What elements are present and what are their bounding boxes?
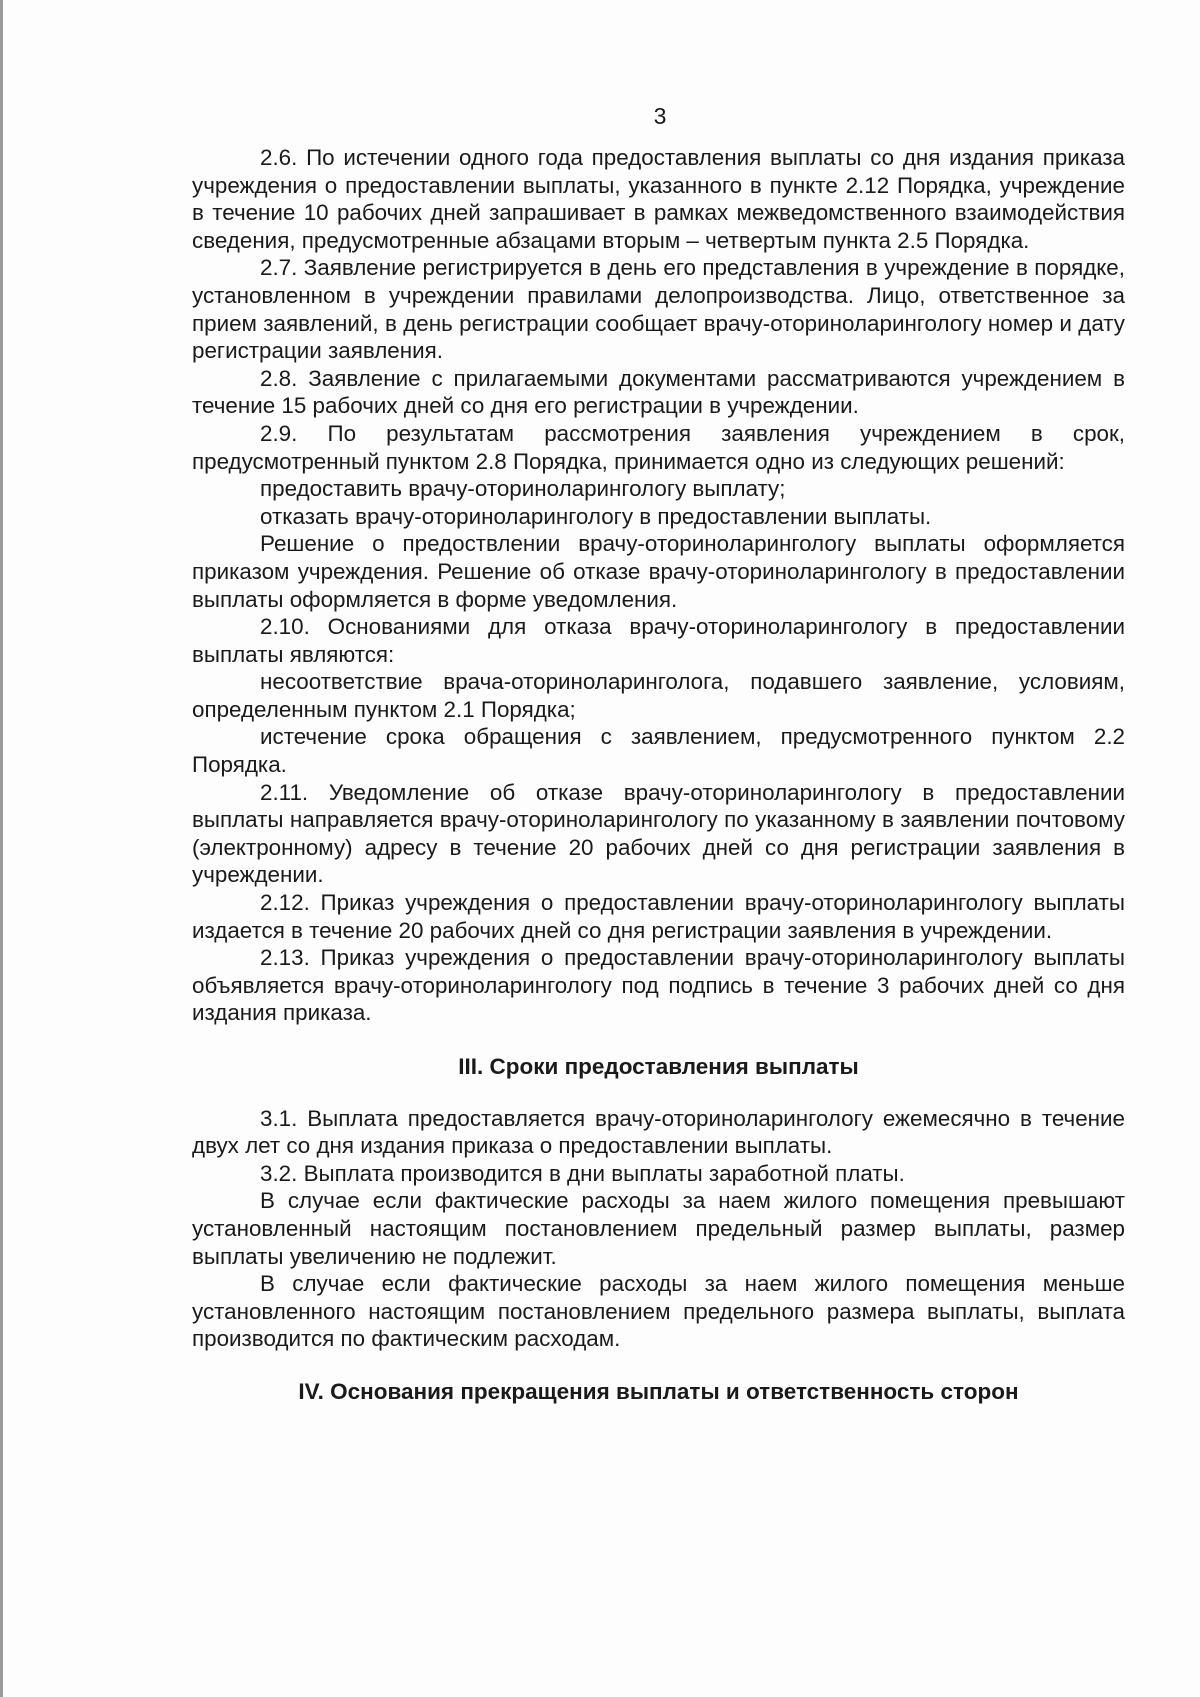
paragraph-2-7: 2.7. Заявление регистрируется в день его представления в учреждение в порядке, установленном в учреждении правилами делопроизводства. Лицо, ответственное за прием заявлений, в день регистрации сообщает врачу-оториноларингологу номер и дату регистрации заявления.: [192, 255, 1125, 364]
paragraph-3-2-less: В случае если фактические расходы за наем жилого помещения меньше установленного настоящим постановлением предельного размера выплаты, выплата производится по фактическим расходам.: [192, 1271, 1125, 1352]
section-3-heading: III. Сроки предоставления выплаты: [458, 1054, 859, 1079]
paragraph-2-9-decision: Решение о предоствлении врачу-оториноларингологу выплаты оформляется приказом учреждения. Решение об отказе врачу-оториноларингологу в предоставлении выплаты оформляется в форме уведомления.: [192, 531, 1125, 612]
paragraph-3-1: 3.1. Выплата предоставляется врачу-оториноларингологу ежемесячно в течение двух лет со дня издания приказа о предоставлении выплаты.: [192, 1105, 1125, 1159]
paragraph-2-9-option-grant: предоставить врачу-оториноларингологу выплату;: [260, 476, 786, 502]
paragraph-2-6: 2.6. По истечении одного года предоставления выплаты со дня издания приказа учреждения о предоставлении выплаты, указанного в пункте 2.12 Порядка, учреждение в течение 10 рабочих дней запрашивает в рамках межведомственного взаимодействия сведения, предусмотренные абзацами вторым – четвертым пункта 2.5 Порядка.: [192, 145, 1125, 253]
spacer: [192, 1027, 1125, 1053]
paragraph-2-10: 2.10. Основаниями для отказа врачу-оториноларингологу в предоставлении выплаты являются:: [192, 614, 1125, 667]
paragraph-2-9: 2.9. По результатам рассмотрения заявления учреждением в срок, предусмотренный пунктом 2.8 Порядка, принимается одно из следующих решений:: [192, 420, 1125, 474]
document-body: [192, 144, 1125, 1406]
paragraph-2-10-reason-mismatch: несоответствие врача-оториноларинголога, подавшего заявление, условиям, определенным пунктом 2.1 Порядка;: [192, 669, 1125, 722]
section-4-heading: IV. Основания прекращения выплаты и ответственность сторон: [298, 1378, 1019, 1404]
paragraph-2-8: 2.8. Заявление с прилагаемыми документами рассматриваются учреждением в течение 15 рабочих дней со дня его регистрации в учреждении.: [192, 365, 1125, 419]
paragraph-3-2: 3.2. Выплата производится в дни выплаты заработной платы.: [260, 1160, 905, 1186]
paragraph-3-2-excess: В случае если фактические расходы за наем жилого помещения превышают установленный настоящим постановлением предельный размер выплаты, размер выплаты увеличению не подлежит.: [192, 1188, 1125, 1269]
paragraph-2-12: 2.12. Приказ учреждения о предоставлении врачу-оториноларингологу выплаты издается в течение 20 рабочих дней со дня регистрации заявления в учреждении.: [192, 890, 1125, 943]
spacer: [192, 1353, 1125, 1378]
page-number: 3: [653, 103, 667, 129]
paragraph-2-10-reason-expired: истечение срока обращения с заявлением, предусмотренного пунктом 2.2 Порядка.: [192, 724, 1125, 778]
spacer: [192, 1081, 1125, 1105]
paragraph-2-13: 2.13. Приказ учреждения о предоставлении врачу-оториноларингологу выплаты объявляется врачу-оториноларингологу под подпись в течение 3 рабочих дней со дня издания приказа.: [192, 945, 1125, 1026]
paragraph-2-11: 2.11. Уведомление об отказе врачу-оториноларингологу в предоставлении выплаты направляется врачу-оториноларингологу по указанному в заявлении почтовому (электронному) адресу в течение 20 рабочих дней со дня регистрации заявления в учреждении.: [192, 779, 1125, 888]
paragraph-2-9-option-refuse: отказать врачу-оториноларингологу в предоставлении выплаты.: [260, 503, 932, 529]
